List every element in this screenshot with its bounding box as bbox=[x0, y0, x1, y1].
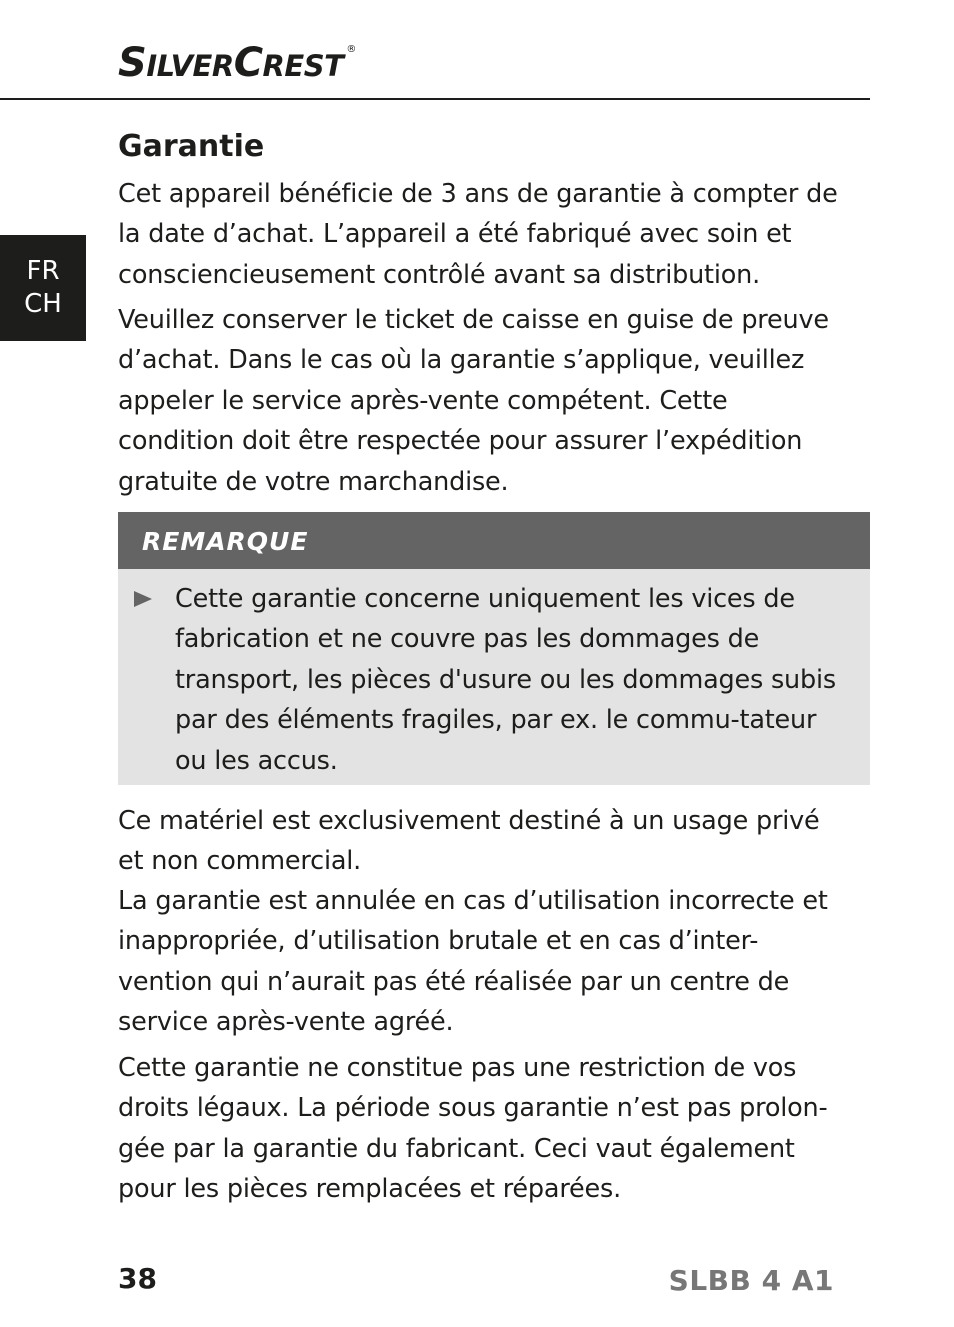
arrow-bullet-icon bbox=[134, 591, 152, 607]
registered-mark: ® bbox=[346, 44, 356, 55]
section-title: Garantie bbox=[118, 129, 265, 164]
logo-text-rest: REST bbox=[262, 49, 344, 83]
silvercrest-logo bbox=[118, 40, 356, 86]
model-number: SLBB 4 A1 bbox=[668, 1264, 834, 1297]
logo-letter-c: C bbox=[233, 40, 263, 86]
paragraph-warranty-void: La garantie est annulée en cas d’utilisation incorrecte et inappropriée, d’utilisation brutale et en cas d’inter-vention qui n’aurait pas été réalisée par un centre de service après-vente agréé. bbox=[118, 886, 828, 1038]
paragraph-private-use: Ce matériel est exclusivement destiné à un usage privé et non commercial. bbox=[118, 806, 820, 877]
header-divider bbox=[0, 98, 870, 100]
paragraph-receipt: Veuillez conserver le ticket de caisse en guise de preuve d’achat. Dans le cas où la garantie s’applique, veuillez appeler le service après-vente compétent. Cette condition doit être respectée pour assurer l’expédition gratuite de votre marchandise. bbox=[118, 305, 829, 497]
logo-text-ilver: ILVER bbox=[146, 49, 234, 83]
note-heading: REMARQUE bbox=[118, 512, 870, 569]
paragraph-warranty-duration: Cet appareil bénéficie de 3 ans de garantie à compter de la date d’achat. L’appareil a été fabriqué avec soin et consciencieusement contrôlé avant sa distribution. bbox=[118, 179, 838, 290]
language-tab bbox=[0, 235, 86, 341]
paragraph-legal-rights: Cette garantie ne constitue pas une restriction de vos droits légaux. La période sous garantie n’est pas prolon-gée par la garantie du fabricant. Ceci vaut également pour les pièces remplacées et réparées. bbox=[118, 1053, 828, 1205]
logo-letter-s: S bbox=[118, 40, 147, 86]
language-code-fr: FR bbox=[26, 256, 60, 286]
note-text: Cette garantie concerne uniquement les vices de fabrication et ne couvre pas les dommages de transport, les pièces d'usure ou les dommages subis par des éléments fragiles, par ex. le commu-tateur ou les accus. bbox=[175, 584, 836, 776]
language-code-ch: CH bbox=[24, 289, 62, 319]
page-number: 38 bbox=[118, 1262, 157, 1295]
note-box bbox=[118, 512, 870, 785]
